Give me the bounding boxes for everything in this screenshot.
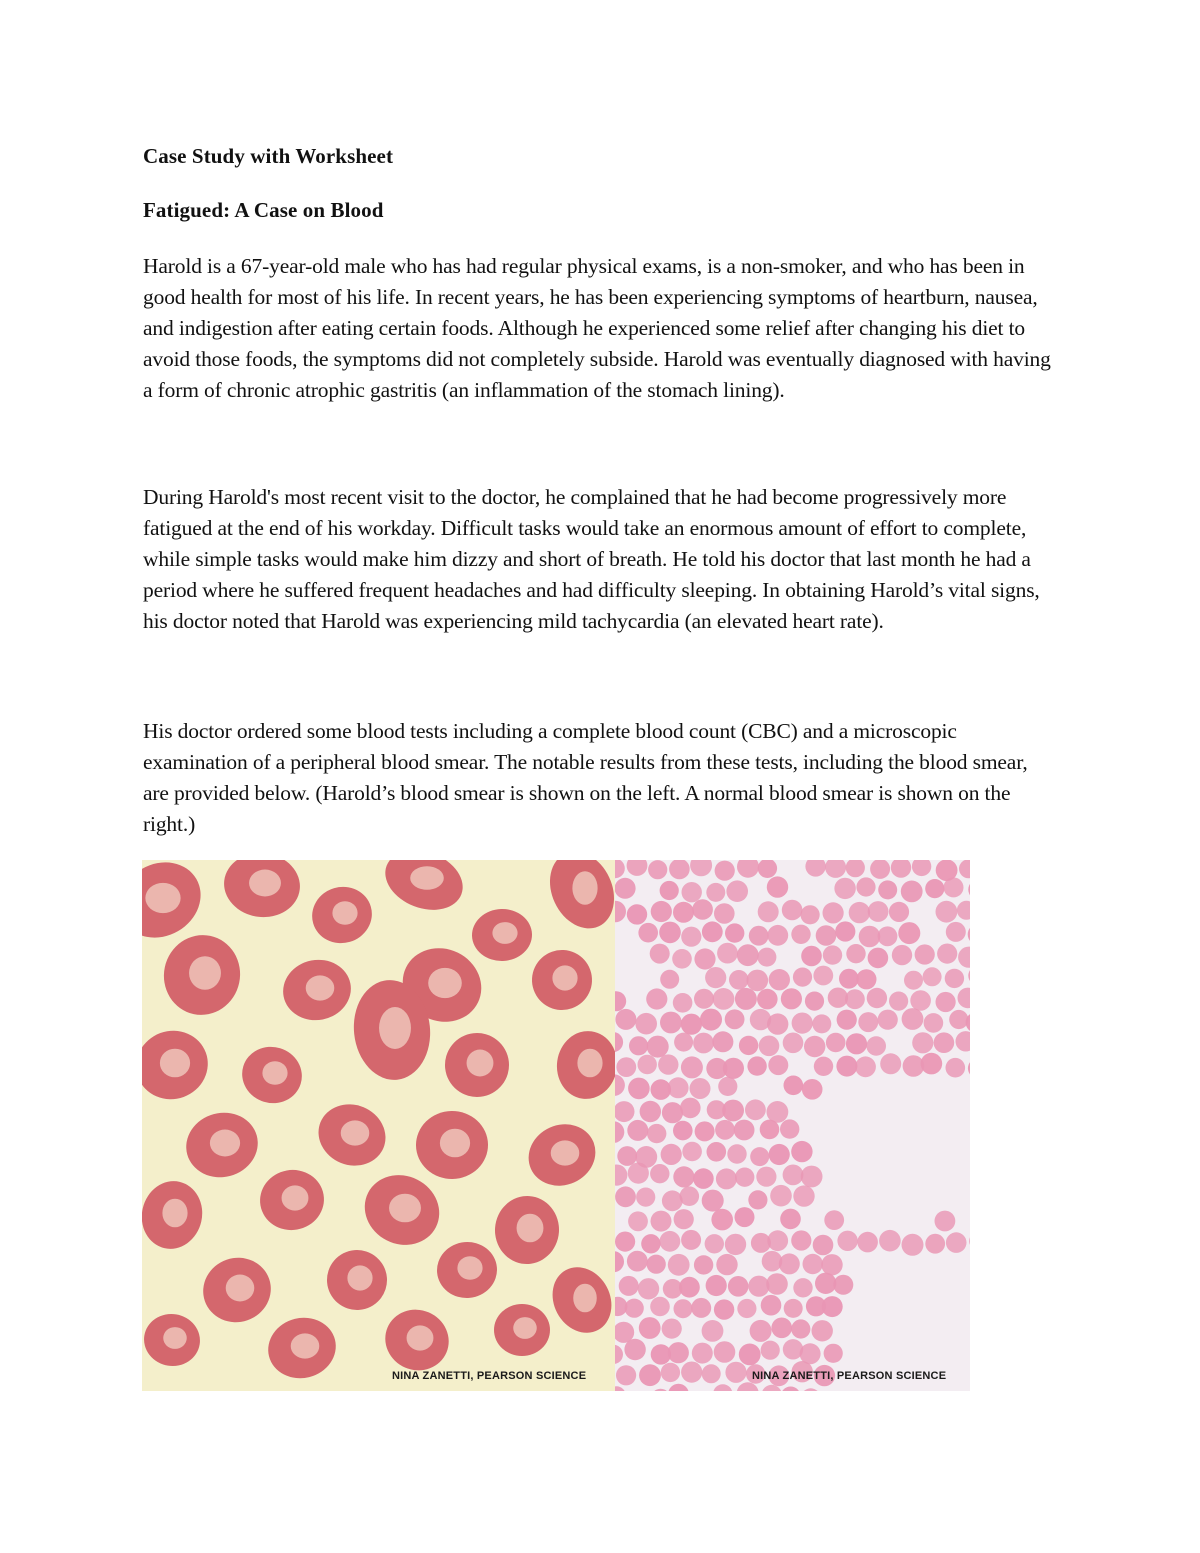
- normal-cell: [758, 901, 779, 922]
- normal-cell: [782, 900, 803, 921]
- normal-cell: [768, 1055, 788, 1075]
- normal-cell: [706, 1275, 727, 1296]
- normal-cell: [706, 883, 725, 902]
- normal-cell: [783, 1165, 804, 1186]
- normal-cell: [702, 1364, 721, 1383]
- cell-central-pallor: [457, 1256, 482, 1280]
- normal-cell: [849, 902, 870, 923]
- normal-cell: [756, 1167, 776, 1187]
- normal-cell: [693, 1168, 714, 1189]
- normal-cell: [658, 1054, 678, 1074]
- cell-central-pallor: [517, 1214, 544, 1243]
- normal-cell: [769, 1144, 790, 1165]
- normal-cell: [791, 1141, 812, 1162]
- cell-central-pallor: [249, 870, 281, 897]
- normal-cell: [674, 1209, 694, 1229]
- normal-cell: [878, 880, 897, 899]
- normal-cell: [767, 925, 788, 946]
- harold-blood-smear-image: [142, 860, 615, 1391]
- normal-cell: [824, 1344, 843, 1363]
- normal-cell: [834, 878, 855, 899]
- normal-cell: [668, 1077, 689, 1098]
- normal-cell: [651, 1211, 672, 1232]
- normal-cell: [681, 1056, 703, 1078]
- normal-cell: [681, 1230, 701, 1250]
- normal-cell: [725, 1362, 746, 1383]
- normal-cell: [728, 1276, 749, 1297]
- normal-cell: [945, 969, 964, 988]
- paragraph-tests: His doctor ordered some blood tests including a complete blood count (CBC) and a microscopic examination of a peripheral blood smear. The notable results from these tests, including the blood smear, are provided below. (Harold’s blood smear is shown on the left. A normal blood smear is shown on the right.): [143, 719, 1028, 836]
- normal-cell: [878, 1010, 898, 1030]
- cell-central-pallor: [407, 1325, 434, 1350]
- normal-cell: [767, 1013, 788, 1034]
- normal-cell: [805, 992, 824, 1011]
- normal-cell: [636, 1188, 655, 1207]
- normal-cell: [859, 926, 881, 948]
- normal-blood-smear-image: [615, 860, 970, 1391]
- normal-cell: [661, 1363, 680, 1382]
- normal-cell: [923, 967, 942, 986]
- normal-cell: [650, 1164, 669, 1183]
- normal-cell: [749, 926, 769, 946]
- right-image-credit: NINA ZANETTI, PEARSON SCIENCE: [752, 1370, 947, 1382]
- normal-cell: [711, 1209, 733, 1231]
- normal-cell: [715, 861, 735, 881]
- normal-cell: [691, 1298, 711, 1318]
- normal-cell: [638, 923, 658, 943]
- cell-central-pallor: [513, 1317, 537, 1339]
- normal-cell: [619, 1276, 639, 1296]
- normal-cell: [858, 1012, 878, 1032]
- normal-cell: [648, 860, 667, 879]
- normal-cell: [901, 881, 923, 903]
- normal-cell: [747, 970, 769, 992]
- normal-cell: [714, 1299, 734, 1319]
- normal-cell: [616, 1365, 636, 1385]
- normal-cell: [659, 922, 681, 944]
- normal-cell: [925, 1234, 945, 1254]
- normal-cell: [801, 1166, 823, 1188]
- normal-cell: [673, 993, 693, 1013]
- normal-cell: [812, 1320, 833, 1341]
- normal-cell: [936, 992, 956, 1012]
- normal-cell: [823, 945, 842, 964]
- normal-cell: [821, 1254, 842, 1275]
- case-title: Fatigued: A Case on Blood: [143, 198, 384, 222]
- normal-cell: [715, 1120, 735, 1140]
- normal-cell: [889, 992, 908, 1011]
- normal-cell: [779, 1253, 800, 1274]
- cell-central-pallor: [332, 901, 357, 925]
- normal-cell: [793, 1278, 812, 1297]
- normal-cell: [700, 1009, 722, 1031]
- normal-cell: [803, 1254, 823, 1274]
- normal-cell: [673, 902, 694, 923]
- normal-cell: [707, 1142, 727, 1162]
- normal-cell: [681, 1362, 702, 1383]
- normal-cell: [722, 1100, 744, 1122]
- normal-cell: [902, 1008, 924, 1030]
- normal-cell: [855, 1056, 876, 1077]
- normal-cell: [757, 989, 778, 1010]
- cell-central-pallor: [552, 965, 577, 990]
- cell-central-pallor: [428, 968, 462, 998]
- normal-cell: [679, 1277, 700, 1298]
- normal-cell: [668, 1342, 689, 1363]
- normal-cell: [646, 988, 667, 1009]
- normal-cell: [784, 1076, 804, 1096]
- cell-central-pallor: [162, 1199, 187, 1228]
- paragraph-symptoms: During Harold's most recent visit to the doctor, he complained that he had become progressively more fatigued at the end of his workday. Difficult tasks would take an enormous amount of effort to complete, while simple tasks would make him dizzy and short of breath. He told his doctor that last month he had a period where he suffered frequent headaches and had difficulty sleeping. In obtaining Harold’s vital signs, his doctor noted that Harold was experiencing mild tachycardia (an elevated heart rate).: [143, 485, 1040, 633]
- normal-cell: [668, 1254, 690, 1276]
- normal-cell: [750, 1147, 769, 1166]
- normal-cell: [735, 1168, 754, 1187]
- normal-cell: [902, 1234, 924, 1256]
- normal-cell: [946, 1058, 966, 1078]
- normal-cell: [946, 1232, 967, 1253]
- normal-cell: [616, 1057, 636, 1077]
- normal-cell: [791, 1319, 810, 1338]
- normal-cell: [802, 1079, 823, 1100]
- normal-cell: [725, 1009, 745, 1029]
- normal-cell: [640, 1101, 661, 1122]
- normal-cell: [783, 1033, 804, 1054]
- cell-central-pallor: [440, 1129, 470, 1158]
- normal-cell: [856, 877, 875, 896]
- cell-central-pallor: [210, 1130, 240, 1157]
- normal-cell: [726, 880, 748, 902]
- normal-cell: [694, 989, 714, 1009]
- normal-cell: [734, 1120, 755, 1141]
- normal-cell: [624, 1339, 645, 1360]
- normal-cell: [615, 1009, 636, 1030]
- cell-central-pallor: [410, 866, 444, 890]
- normal-cell: [647, 1036, 669, 1058]
- normal-cell: [748, 1190, 767, 1209]
- paragraph-background: Harold is a 67-year-old male who has had regular physical exams, is a non-smoker, and who has been in good health for most of his life. In recent years, he has been experiencing symptoms of heartburn, nausea, and indigestion after eating certain foods. Although he experienced some relief after changing his diet to avoid those foods, the symptoms did not completely subside. Harold was eventually diagnosed with having a form of chronic atrophic gastritis (an inflammation of the stomach lining).: [143, 254, 1051, 402]
- normal-cell: [739, 1344, 761, 1366]
- normal-cell: [673, 1166, 694, 1187]
- normal-cell: [690, 1078, 711, 1099]
- normal-cell: [856, 969, 876, 989]
- normal-cell: [651, 901, 672, 922]
- normal-cell: [846, 944, 865, 963]
- normal-cell: [639, 1317, 661, 1339]
- normal-cell: [725, 1234, 746, 1255]
- normal-cell: [674, 1033, 693, 1052]
- normal-cell: [615, 878, 636, 899]
- normal-cell: [680, 1186, 700, 1206]
- normal-cell: [780, 1119, 799, 1138]
- normal-cell: [759, 1036, 780, 1057]
- normal-cell: [823, 902, 844, 923]
- document-heading: Case Study with Worksheet: [143, 144, 394, 168]
- normal-cell: [813, 1235, 834, 1256]
- cell-central-pallor: [467, 1050, 494, 1077]
- normal-cell: [757, 948, 776, 967]
- cell-central-pallor: [160, 1049, 190, 1078]
- normal-cell: [837, 1231, 857, 1251]
- normal-cell: [921, 1053, 943, 1075]
- cell-central-pallor: [347, 1265, 372, 1290]
- normal-cell: [839, 969, 859, 989]
- normal-cell: [801, 946, 822, 967]
- normal-cell: [791, 1230, 811, 1250]
- normal-cell: [760, 1120, 780, 1140]
- normal-cell: [660, 1231, 681, 1252]
- normal-cell: [813, 966, 833, 986]
- normal-cell: [767, 1230, 788, 1251]
- normal-cell: [837, 1010, 857, 1030]
- cell-central-pallor: [262, 1061, 287, 1085]
- normal-cell: [714, 1341, 736, 1363]
- normal-cell: [766, 1273, 788, 1295]
- normal-cell: [650, 944, 670, 964]
- normal-cell: [910, 990, 931, 1011]
- normal-cell: [729, 970, 749, 990]
- normal-cell: [767, 876, 788, 897]
- normal-cell: [793, 968, 812, 987]
- normal-cell: [784, 1299, 803, 1318]
- normal-cell: [638, 1278, 659, 1299]
- normal-cell: [647, 1255, 666, 1274]
- cell-central-pallor: [145, 883, 180, 913]
- normal-cell: [816, 925, 837, 946]
- normal-cell: [702, 921, 723, 942]
- normal-cell: [867, 988, 887, 1008]
- normal-cell: [638, 1055, 657, 1074]
- normal-cell: [717, 943, 738, 964]
- normal-cell: [949, 1010, 968, 1029]
- normal-cell: [682, 882, 702, 902]
- normal-cell: [713, 988, 735, 1010]
- normal-cell: [770, 1185, 792, 1207]
- normal-cell: [792, 1013, 813, 1034]
- normal-cell: [627, 1120, 648, 1141]
- normal-cell: [627, 904, 647, 924]
- normal-cell: [660, 1012, 682, 1034]
- normal-cell: [868, 901, 889, 922]
- normal-cell: [695, 1121, 715, 1141]
- normal-cell: [857, 1232, 878, 1253]
- normal-cell: [716, 1254, 737, 1275]
- normal-cell: [737, 1299, 756, 1318]
- normal-cell: [716, 1168, 737, 1189]
- normal-cell: [878, 926, 898, 946]
- normal-cell: [747, 1056, 766, 1075]
- cell-central-pallor: [551, 1140, 580, 1165]
- normal-cell: [723, 1058, 744, 1079]
- normal-cell: [682, 1142, 702, 1162]
- normal-cell: [946, 922, 966, 942]
- cell-central-pallor: [163, 1327, 187, 1349]
- normal-cell: [627, 1251, 648, 1272]
- normal-cell: [662, 1102, 683, 1123]
- normal-cell: [815, 1273, 836, 1294]
- normal-cell: [771, 1318, 792, 1339]
- normal-cell: [879, 1230, 901, 1252]
- normal-cell: [769, 969, 790, 990]
- normal-cell: [660, 881, 679, 900]
- normal-cell: [647, 1124, 666, 1143]
- cell-central-pallor: [306, 975, 335, 1000]
- normal-cell: [824, 1210, 844, 1230]
- normal-cell: [718, 1077, 737, 1096]
- normal-cell: [793, 1185, 814, 1206]
- normal-cell: [705, 967, 726, 988]
- normal-cell: [739, 1036, 758, 1055]
- normal-cell: [835, 921, 855, 941]
- normal-cell: [714, 903, 735, 924]
- normal-cell: [680, 1098, 701, 1119]
- normal-cell: [615, 1186, 636, 1207]
- normal-cell: [868, 948, 889, 969]
- cell-central-pallor: [226, 1275, 255, 1302]
- normal-cell: [694, 948, 715, 969]
- normal-smear-graphic: [615, 860, 970, 1391]
- normal-cell: [781, 988, 802, 1009]
- normal-cell: [692, 899, 713, 920]
- normal-cell: [915, 944, 935, 964]
- normal-cell: [780, 1209, 801, 1230]
- normal-cell: [625, 1299, 644, 1318]
- normal-cell: [761, 1341, 780, 1360]
- normal-cell: [694, 1255, 713, 1274]
- normal-cell: [635, 1013, 657, 1035]
- normal-cell: [615, 1232, 635, 1252]
- normal-cell: [673, 1121, 693, 1141]
- normal-cell: [845, 989, 865, 1009]
- blood-smear-figure: [142, 860, 970, 1391]
- cell-central-pallor: [577, 1049, 602, 1078]
- normal-cell: [826, 1033, 846, 1053]
- left-image-credit: NINA ZANETTI, PEARSON SCIENCE: [392, 1370, 587, 1382]
- cell-central-pallor: [572, 871, 597, 905]
- normal-cell: [662, 1319, 682, 1339]
- normal-cell: [812, 1014, 831, 1033]
- normal-cell: [693, 1033, 714, 1054]
- normal-cell: [898, 922, 920, 944]
- normal-cell: [660, 970, 679, 989]
- normal-cell: [662, 1190, 683, 1211]
- normal-cell: [761, 1295, 782, 1316]
- normal-cell: [702, 1320, 724, 1342]
- normal-cell: [628, 1078, 650, 1100]
- normal-cell: [791, 925, 810, 944]
- normal-cell: [725, 923, 744, 942]
- normal-cell: [924, 1013, 944, 1033]
- normal-cell: [944, 877, 964, 897]
- normal-cell: [702, 1190, 724, 1212]
- normal-cell: [846, 1033, 867, 1054]
- normal-cell: [641, 1234, 660, 1253]
- normal-cell: [681, 927, 701, 947]
- cell-central-pallor: [389, 1194, 421, 1223]
- normal-cell: [814, 1057, 833, 1076]
- cell-central-pallor: [189, 956, 221, 990]
- normal-cell: [833, 1275, 853, 1295]
- normal-cell: [937, 944, 957, 964]
- normal-cell: [804, 1036, 825, 1057]
- harold-smear-graphic: [142, 860, 615, 1391]
- cell-central-pallor: [282, 1185, 309, 1210]
- normal-cell: [745, 1099, 766, 1120]
- normal-cell: [925, 879, 944, 898]
- normal-cell: [822, 1296, 843, 1317]
- cell-central-pallor: [291, 1333, 320, 1358]
- normal-cell: [629, 1036, 648, 1055]
- normal-cell: [650, 1297, 670, 1317]
- normal-cell: [828, 988, 848, 1008]
- normal-cell: [936, 901, 958, 923]
- normal-cell: [836, 1056, 857, 1077]
- normal-cell: [912, 1032, 933, 1053]
- normal-cell: [737, 944, 759, 966]
- normal-cell: [748, 1276, 769, 1297]
- normal-cell: [935, 1211, 956, 1232]
- normal-cell: [617, 1146, 637, 1166]
- normal-cell: [672, 949, 692, 969]
- cell-central-pallor: [379, 1007, 411, 1049]
- cell-central-pallor: [573, 1284, 597, 1313]
- normal-cell: [735, 988, 757, 1010]
- normal-cell: [866, 1036, 886, 1056]
- normal-cell: [735, 1207, 755, 1227]
- normal-cell: [904, 971, 923, 990]
- normal-cell: [705, 1234, 724, 1253]
- normal-cell: [674, 1299, 693, 1318]
- normal-cell: [712, 1031, 733, 1052]
- cell-central-pallor: [341, 1120, 370, 1145]
- normal-cell: [681, 1014, 702, 1035]
- normal-cell: [628, 1211, 648, 1231]
- cell-central-pallor: [492, 922, 517, 944]
- normal-cell: [628, 1163, 649, 1184]
- normal-cell: [639, 1364, 661, 1386]
- normal-cell: [889, 902, 909, 922]
- normal-cell: [661, 1144, 682, 1165]
- normal-cell: [880, 1053, 901, 1074]
- normal-cell: [801, 905, 820, 924]
- normal-cell: [934, 1032, 955, 1053]
- normal-cell: [750, 1320, 772, 1342]
- normal-cell: [767, 1101, 789, 1123]
- normal-cell: [892, 945, 912, 965]
- normal-cell: [727, 1144, 746, 1163]
- normal-cell: [692, 1343, 713, 1364]
